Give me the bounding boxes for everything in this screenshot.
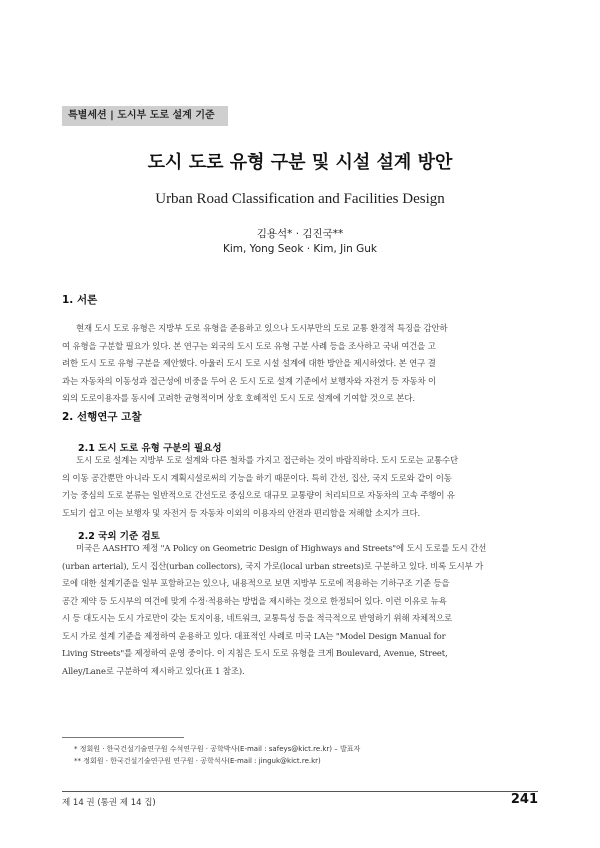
section-heading-introduction: 1. 서론 [62,294,98,306]
subsection-heading-2-2: 2.2 국외 기준 검토 [78,531,160,542]
text-line: Living Streets"를 제정하여 운영 중이다. 이 지침은 도시 도로 유형을 크게 Boulevard, Avenue, Street, [62,648,448,658]
paragraph-2-2 [62,540,538,680]
text-line: 려한 도시 도로 유형 구분을 제안했다. 아울러 도시 도로 시설 설계에 대한 방안을 제시하였다. 본 연구 결 [62,358,436,368]
page-number: 241 [510,792,538,807]
volume-label: 제 14 권 (통권 제 14 집) [62,798,156,808]
authors-korean: 김용석* · 김진국** [256,228,344,240]
text-line: (urban arterial), 도시 집산(urban collectors), 국지 가로(local urban streets)로 구분하고 있다. 비록 도시부 가 [62,560,484,571]
text-line: 여 유형을 구분할 필요가 있다. 본 연구는 외국의 도시 도로 유형 구분 사례 등을 조사하고 국내 여건을 고 [62,340,436,351]
text-line: 도되기 쉽고 이는 보행자 및 자전거 등 자동차 이외의 이용자의 안전과 편리함을 저해할 소지가 크다. [62,507,421,518]
footnote-author-2: ** 정회원 · 한국건설기술연구원 연구원 · 공학석사(E-mail : jinguk@kict.re.kr) [74,757,321,765]
text-line: 로에 대한 설계기준을 일부 포함하고는 있으나, 내용적으로 보면 지방부 도로에 적용하는 기하구조 기준 등을 [62,578,450,588]
text-line: 도시 도로 설계는 지방부 도로 설계와 다른 철차를 가지고 접근하는 것이 바람직하다. 도시 도로는 교통수단 [76,455,459,465]
title-korean: 도시 도로 유형 구분 및 시설 설계 방안 [147,152,453,173]
text-line: 공간 제약 등 도시부의 여건에 맞게 수정·적용하는 방법을 제시하는 것으로 한정되어 있다. 이런 이유로 뉴욕 [62,595,447,606]
section-tag: 특별세션 | 도시부 도로 설계 기준 [62,106,228,126]
text-line: 시 등 대도시는 도시 가로만이 갖는 토지이용, 네트워크, 교통특성 등을 적극적으로 반영하기 위해 자체적으로 [62,613,453,623]
text-line: Alley/Lane로 구분하여 제시하고 있다(표 1 참조). [62,665,245,676]
text-line: 외의 도로이용자를 동시에 고려한 균형적이며 상호 호혜적인 도시 도로 설계에 기여할 것으로 본다. [62,393,415,403]
text-line: 현재 도시 도로 유형은 지방부 도로 유형을 준용하고 있으나 도시부만의 도로 교통 환경적 특징을 감안하 [76,323,448,333]
text-line: 과는 자동차의 이동성과 접근성에 비중을 두어 온 도시 도로 설계 기준에서 보행자와 자전거 등 자동차 이 [62,375,437,386]
text-line: 미국은 AASHTO 제정 "A Policy on Geometric Design of Highways and Streets"에 도시 도로를 도시 간선 [76,543,487,553]
paragraph-introduction [62,320,538,408]
authors-english: Kim, Yong Seok · Kim, Jin Guk [222,243,378,255]
footnote-divider [62,737,184,738]
subsection-heading-2-1: 2.1 도시 도로 유형 구분의 필요성 [78,443,222,454]
section-heading-literature: 2. 선행연구 고찰 [62,411,142,423]
text-line: 도시 가로 설계 기준을 제정하여 운용하고 있다. 대표적인 사례로 미국 LA는 "Model Design Manual for [62,630,446,641]
text-line: 의 이동 공간뿐만 아니라 도시 계획시설로써의 기능을 하기 때문이다. 특히 간선, 집산, 국지 도로와 같이 이동 [62,472,452,483]
footer-divider [62,791,538,792]
footnote-author-1: * 정회원 · 한국건설기술연구원 수석연구원 · 공학박사(E-mail : safeys@kict.re.kr) – 발표자 [74,745,361,753]
text-line: 기능 중심의 도로 분류는 일반적으로 간선도로 중심으로 대규모 교통량이 처리되므로 자동차의 고속 주행이 유 [62,490,455,500]
paragraph-2-1 [62,452,538,522]
title-english: Urban Road Classification and Facilities Design [155,191,445,207]
